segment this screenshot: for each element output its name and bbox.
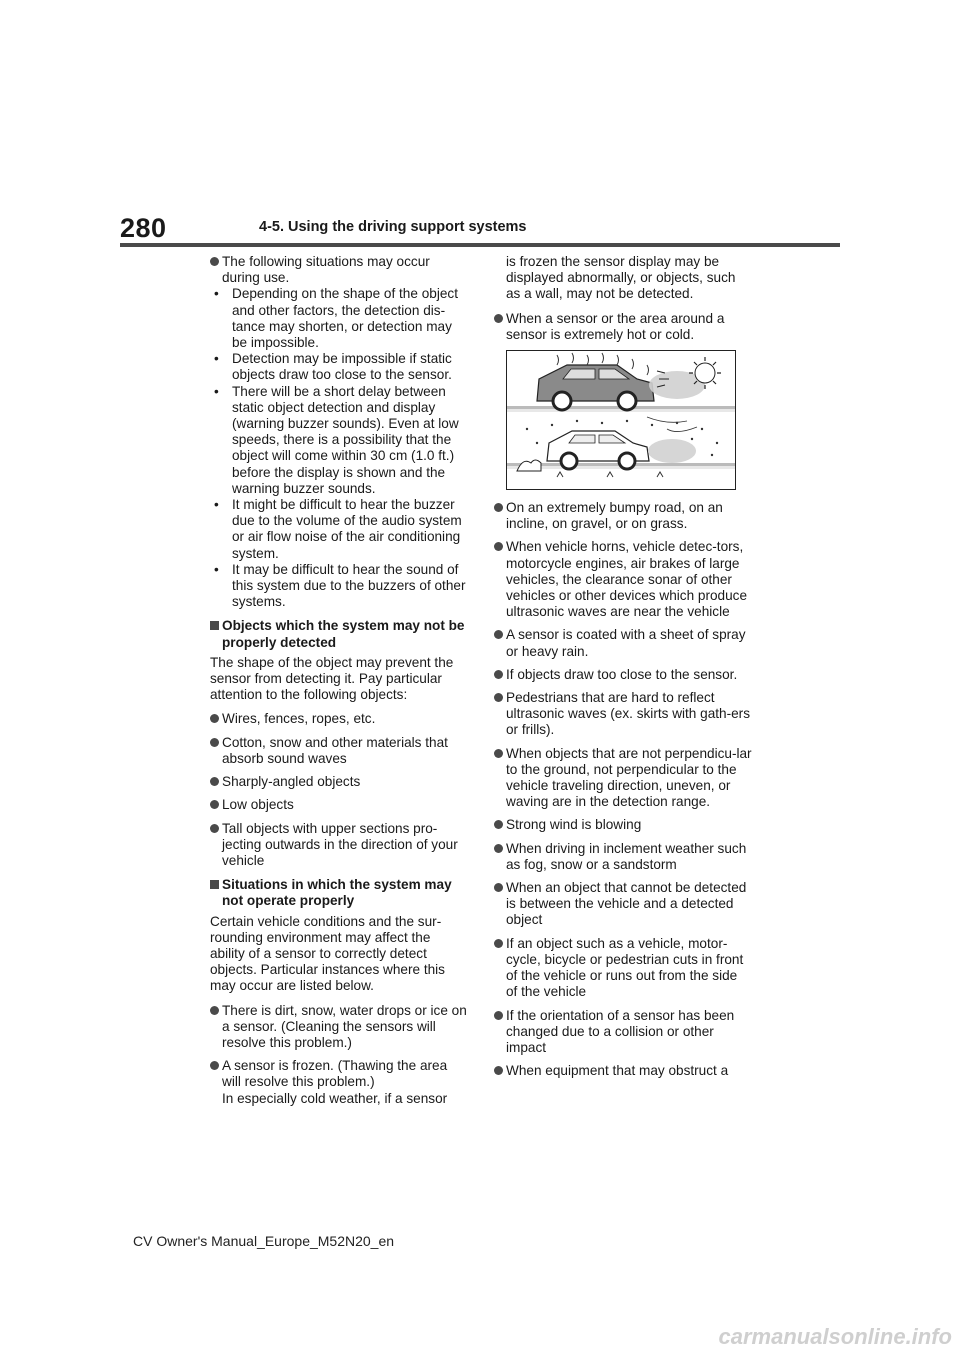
list-item: Strong wind is blowing xyxy=(494,817,752,833)
bullet-icon xyxy=(494,693,503,702)
bullet-icon xyxy=(210,777,219,786)
list-item: Pedestrians that are hard to reflect ultrasonic waves (ex. skirts with gath-ers or frills). xyxy=(494,690,752,739)
sub-list xyxy=(210,286,468,610)
bullet-icon xyxy=(494,503,503,512)
list-item: A sensor is coated with a sheet of spray or heavy rain. xyxy=(494,627,752,659)
paragraph: The shape of the object may prevent the sensor from detecting it. Pay particular attention to the following objects: xyxy=(210,654,454,703)
list-item: There is dirt, snow, water drops or ice on a sensor. (Cleaning the sensors will resolve this problem.) xyxy=(210,1003,468,1052)
continued-text: In especially cold weather, if a sensor xyxy=(222,1090,448,1106)
list-item: If objects draw too close to the sensor. xyxy=(494,667,752,683)
hot-car-scene xyxy=(507,353,735,412)
list-item: Sharply-angled objects xyxy=(210,774,468,790)
list-item: When objects that are not perpendicu-lar to the ground, not perpendicular to the vehicle traveling direction, uneven, or waving are in the detection range. xyxy=(494,746,752,811)
sub-list-item: • Detection may be impossible if static objects draw too close to the sensor. xyxy=(214,351,452,383)
list-item: If the orientation of a sensor has been changed due to a collision or other impact xyxy=(494,1008,752,1057)
bullet-icon xyxy=(494,542,503,551)
page-number: 280 xyxy=(120,213,167,243)
left-column xyxy=(210,254,468,1107)
bullet-icon xyxy=(494,630,503,639)
section-title: 4-5. Using the driving support systems xyxy=(259,219,527,235)
section-heading: Situations in which the system may not operate properly xyxy=(210,877,468,909)
sub-list-item: • It might be difficult to hear the buzzer due to the volume of the audio system or air flow noise of the air conditioning system. xyxy=(214,497,462,561)
list-item: Tall objects with upper sections pro-jecting outwards in the direction of your vehicle xyxy=(210,821,468,870)
list-item: When driving in inclement weather such as fog, snow or a sandstorm xyxy=(494,841,752,873)
continued-text: is frozen the sensor display may be displayed abnormally, or objects, such as a wall, may not be detected. xyxy=(506,254,736,302)
list-item: When equipment that may obstruct a xyxy=(494,1063,752,1079)
bullet-icon xyxy=(494,749,503,758)
section-heading: Objects which the system may not be properly detected xyxy=(210,618,468,650)
sensor-temperature-illustration xyxy=(506,350,736,490)
list-item: Wires, fences, ropes, etc. xyxy=(210,711,468,727)
list-item: When an object that cannot be detected is between the vehicle and a detected object xyxy=(494,880,752,929)
bullet-icon xyxy=(210,800,219,809)
bullet-icon xyxy=(210,824,219,833)
bullet-icon xyxy=(494,670,503,679)
footer-manual-id: CV Owner's Manual_Europe_M52N20_en xyxy=(133,1233,395,1249)
list-item: The following situations may occur during use. xyxy=(210,254,468,286)
list-item: When vehicle horns, vehicle detec-tors, motorcycle engines, air brakes of large vehicles, the clearance sonar of other vehicles or other devices which produce ultrasonic waves are near the vehicle xyxy=(494,539,752,620)
sub-list-item: • Depending on the shape of the object and other factors, the detection dis-tance may shorten, or detection may be impossible. xyxy=(214,286,458,351)
square-bullet-icon xyxy=(210,621,219,630)
cold-car-scene xyxy=(507,417,735,477)
illustration-svg xyxy=(507,351,735,489)
bullet-icon xyxy=(494,939,503,948)
bullet-icon xyxy=(494,1066,503,1075)
list-item: When a sensor or the area around a sensor is extremely hot or cold. xyxy=(494,311,752,343)
bullet-icon xyxy=(210,257,219,266)
paragraph: Certain vehicle conditions and the sur-rounding environment may affect the ability of a sensor to correctly detect objects. Particular instances where this may occur are listed below. xyxy=(210,913,445,994)
right-column xyxy=(494,254,752,1086)
header-rule xyxy=(120,243,840,247)
bullet-icon xyxy=(210,714,219,723)
bullet-icon xyxy=(494,1011,503,1020)
bullet-icon xyxy=(210,1006,219,1015)
bullet-icon xyxy=(494,314,503,323)
watermark: carmanualsonline.info xyxy=(718,1324,952,1349)
bullet-icon xyxy=(494,883,503,892)
bullet-icon xyxy=(210,1061,219,1070)
list-item: A sensor is frozen. (Thawing the area will resolve this problem.) xyxy=(210,1058,468,1090)
list-item: Cotton, snow and other materials that absorb sound waves xyxy=(210,735,468,767)
sub-list-item: • There will be a short delay between static object detection and display (warning buzzer sounds). Even at low speeds, there is a possibility that the object will come within 30 cm (1.0 ft.) before the display is shown and the warning buzzer sounds. xyxy=(214,383,459,496)
square-bullet-icon xyxy=(210,880,219,889)
list-item: On an extremely bumpy road, on an incline, on gravel, or on grass. xyxy=(494,500,752,532)
list-item: If an object such as a vehicle, motor-cycle, bicycle or pedestrian cuts in front of the vehicle or runs out from the side of the vehicle xyxy=(494,936,752,1001)
bullet-icon xyxy=(494,844,503,853)
bullet-icon xyxy=(210,738,219,747)
bullet-icon xyxy=(494,820,503,829)
sub-list-item: • It may be difficult to hear the sound of this system due to the buzzers of other systems. xyxy=(214,561,466,610)
list-item: Low objects xyxy=(210,797,468,813)
